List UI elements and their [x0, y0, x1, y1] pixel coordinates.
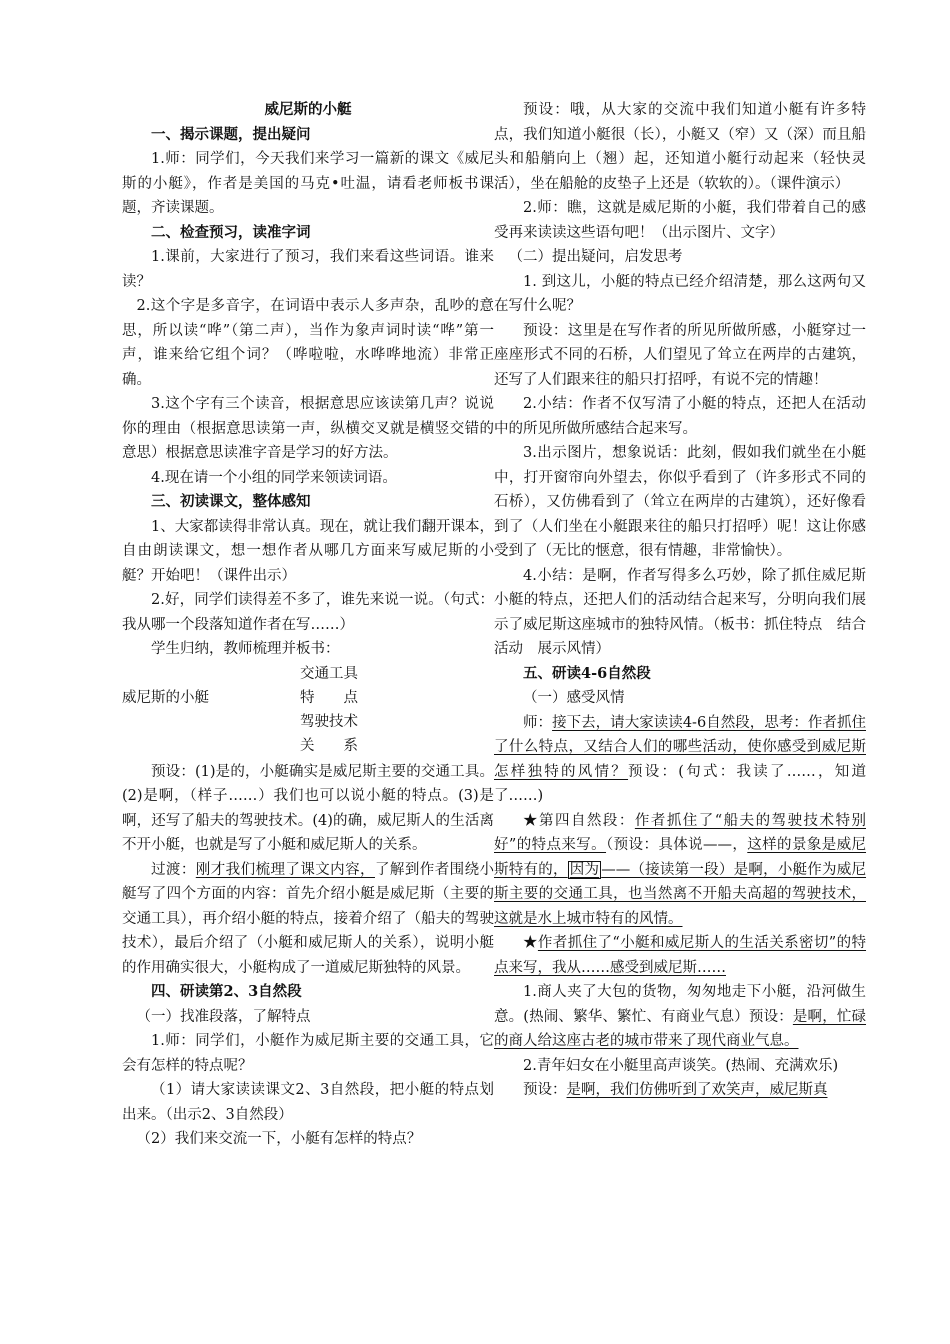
subheading: （一）找准段落，了解特点 [136, 1008, 311, 1025]
paragraph [122, 858, 494, 981]
paragraph: 1. 到这儿，小艇的特点已经介绍清楚，那么这两句又在写什么呢？ [494, 273, 866, 314]
paragraph: 预设：哦，从大家的交流中我们知道小艇有许多特点，我们知道小艇很（长），小艇又（窄）又（深）而且船头和船艄向上（翘）起，还知道小艇行动起来（轻快灵活），坐在船舱的皮垫子上还是（软软的）。（课件演示） [494, 102, 866, 192]
right-column [494, 98, 866, 1103]
board-item: 特 点 [300, 689, 358, 706]
text-run: 预设： [523, 1082, 567, 1098]
section-heading-4: 四、研读第2、3自然段 [151, 983, 302, 1000]
paragraph: 2.青年妇女在小艇里高声谈笑。(热闹、充满欢乐) [523, 1057, 839, 1074]
paragraph: 4.现在请一个小组的同学来领读词语。 [151, 469, 397, 486]
underlined-text: 这样的景象是威尼斯特有的， [494, 837, 867, 878]
boxed-text: 因为 [569, 861, 600, 878]
underlined-text: 接下去，请大家读读4-6自然段，思考：作者抓住了什么特点，又结合人们的哪些活动，使你感受到威尼斯怎样独特的风情？ [494, 714, 866, 780]
text-run: ★第四自然段： [523, 812, 635, 829]
board-item: 关 系 [300, 737, 358, 754]
underlined-text: 是啊，忙碌的商人给这座古老的城市带来了现代商业气息。 [494, 1008, 867, 1049]
paragraph: 2.这个字是多音字，在词语中表示人多声杂，乱吵的意思，所以读“哗”（第二声），当作为象声词时读“哗”第一声，谁来给它组个词？（哗啦啦，水哗哗地流）非常正确。 [122, 298, 494, 388]
subheading: （二）提出疑问，启发思考 [508, 249, 683, 265]
section-heading-2: 二、检查预习，读准字词 [151, 223, 311, 241]
text-run: 了解到作者围绕小艇写了四个方面的内容：首先介绍小艇是威尼斯（主要的交通工具），再介绍小艇的特点，接着介绍了（船夫的驾驶技术），最后介绍了（小艇和威尼斯人的关系），说明小艇的作用确实很大，小艇构成了一道威尼斯独特的风景。 [122, 861, 495, 976]
board-item: 交通工具 [300, 665, 358, 682]
underlined-text: 是啊，我们仿佛听到了欢笑声，威尼斯真 [566, 1082, 828, 1098]
section-heading-5: 五、研读4-6自然段 [523, 664, 651, 682]
paragraph: 1.师：同学们，小艇作为威尼斯主要的交通工具，它会有怎样的特点呢？ [122, 1033, 494, 1074]
underlined-text: ——（接读第一段）是啊，小艇作为威尼斯主要的交通工具，也当然离不开船夫高超的驾驶技术，这就是水上城市特有的风情。 [494, 861, 867, 927]
text-run: 预设：(句式：我读了……，知道了……) [494, 763, 867, 804]
paragraph [494, 931, 866, 980]
paragraph: 预设：(1)是的，小艇确实是威尼斯主要的交通工具。(2)是啊，（样子……）我们也可以说小艇的特点。(3)是啊，还写了船夫的驾驶技术。(4)的确，威尼斯人的生活离不开小艇，也就是写了小艇和威尼斯人的关系。 [122, 763, 494, 853]
paragraph: 2.好，同学们读得差不多了，谁先来说一说。（句式：我从哪一个段落知道作者在写……） [122, 592, 494, 633]
text-run: （预设：具体说——， [606, 837, 748, 853]
board-main-title: 威尼斯的小艇 [122, 689, 209, 706]
text-run: 1.商人夹了大包的货物，匆匆地走下小艇，沿河做生意。(热闹、繁华、繁忙、有商业气息）预设： [494, 984, 866, 1025]
underlined-text: 作者抓住了“小艇和威尼斯人的生活关系密切”的特点来写，我从……感受到威尼斯…… [494, 935, 867, 976]
paragraph: 4.小结：是啊，作者写得多么巧妙，除了抓住威尼斯小艇的特点，还把人们的活动结合起来写，分明向我们展示了威尼斯这座城市的独特风情。（板书：抓住特点 结合活动 展示风情） [494, 567, 866, 657]
document-title: 威尼斯的小艇 [264, 101, 352, 118]
paragraph [494, 809, 866, 932]
paragraph: 预设：这里是在写作者的所见所做所感，小艇穿过一座座形式不同的石桥，人们望见了耸立在两岸的古建筑，还写了人们跟来往的船只打招呼，有说不完的情趣！ [494, 322, 866, 388]
paragraph: 1、大家都读得非常认真。现在，就让我们翻开课本，自由朗读课文，想一想作者从哪几方面来写威尼斯的小艇？开始吧！（课件出示） [122, 518, 494, 584]
blackboard-outline [122, 662, 494, 760]
underlined-text: 刚才我们梳理了课文内容， [195, 861, 375, 878]
paragraph: 1.课前，大家进行了预习，我们来看这些词语。谁来读？ [122, 249, 494, 290]
paragraph: 2.师：瞧，这就是威尼斯的小艇，我们带着自己的感受再来读读这些语句吧！（出示图片、文字） [494, 200, 866, 241]
subheading: （一）感受风情 [523, 690, 625, 706]
text-run: ★ [523, 935, 538, 951]
text-run: 师： [523, 714, 553, 731]
board-item: 驾驶技术 [300, 713, 358, 730]
paragraph: 学生归纳，教师梳理并板书： [151, 641, 340, 657]
paragraph [494, 980, 866, 1054]
section-heading-1: 一、揭示课题，提出疑问 [151, 125, 311, 143]
paragraph: 1.师：同学们，今天我们来学习一篇新的课文《威尼斯的小艇》，作者是美国的马克•吐温，请看老师板书课题，齐读课题。 [122, 151, 494, 216]
left-column [122, 98, 494, 1152]
paragraph: 3.这个字有三个读音，根据意思应该读第几声？说说你的理由（根据意思读第一声，纵横交叉就是横竖交错的意思）根据意思读准字音是学习的好方法。 [122, 396, 494, 461]
section-heading-3: 三、初读课文，整体感知 [151, 493, 311, 510]
paragraph: （1）请大家读读课文2、3自然段，把小艇的特点划出来。（出示2、3自然段） [122, 1082, 494, 1123]
paragraph [494, 711, 866, 809]
underlined-text: 作者抓住了“船夫的驾驶技术特别好”的特点来写。 [494, 812, 866, 853]
text-run: 过渡： [151, 861, 196, 878]
paragraph [494, 1078, 866, 1103]
paragraph: 2.小结：作者不仅写清了小艇的特点，还把人在活动中的所见所做所感结合起来写。 [494, 396, 866, 437]
paragraph: 3.出示图片，想象说话：此刻，假如我们就坐在小艇中，打开窗帘向外望去，你似乎看到了（许多形式不同的石桥），又仿佛看到了（耸立在两岸的古建筑），还好像看到了（人们坐在小艇跟来往的船只打招呼）呢！这让你感受到了（无比的惬意，很有情趣，非常愉快）。 [494, 445, 866, 559]
paragraph: （2）我们来交流一下，小艇有怎样的特点？ [136, 1131, 422, 1147]
